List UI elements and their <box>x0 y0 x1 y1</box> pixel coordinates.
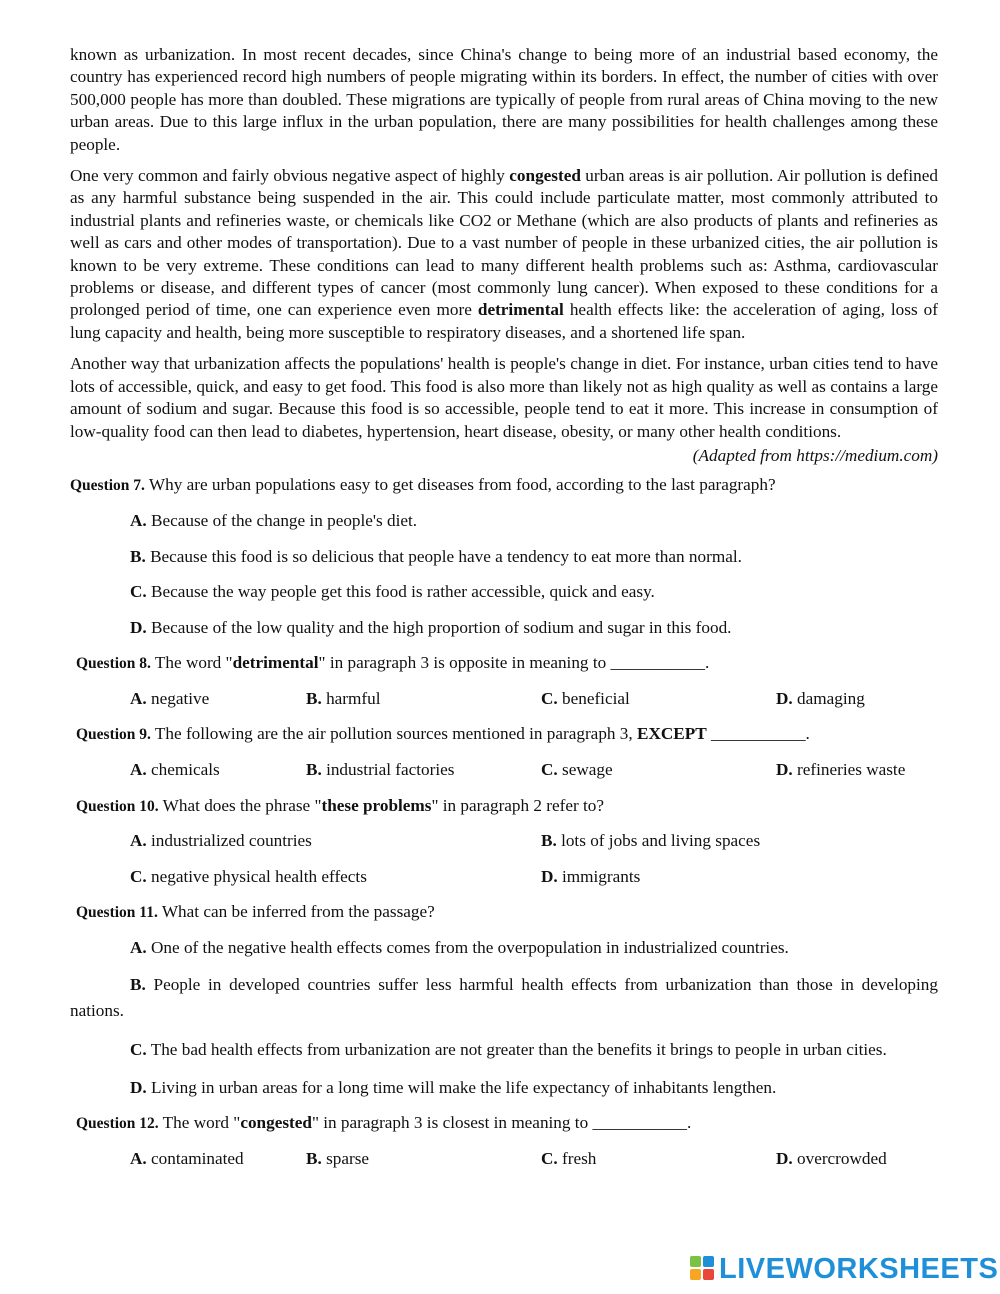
q11-option-a[interactable] <box>70 936 938 972</box>
option-letter: A. <box>130 831 147 851</box>
question-12 <box>70 1111 938 1147</box>
option-text: negative <box>146 688 210 708</box>
q7-option-d[interactable] <box>70 616 938 652</box>
option-letter: C. <box>130 866 147 886</box>
q7-option-c[interactable] <box>70 580 938 616</box>
option-text: Because of the change in people's diet. <box>146 510 418 530</box>
p2-bold-congested: congested <box>509 166 581 186</box>
q9-option-c[interactable] <box>541 758 613 782</box>
question-10 <box>70 794 938 830</box>
question-12-text-b: " in paragraph 3 is closest in meaning to ___________. <box>311 1113 692 1133</box>
question-7-text: Why are urban populations easy to get diseases from food, according to the last paragraph? <box>144 475 776 495</box>
option-letter: D. <box>776 688 793 708</box>
worksheet-page <box>70 44 938 1182</box>
option-text: immigrants <box>557 866 641 886</box>
option-letter: B. <box>541 831 557 851</box>
p2-text-b: urban areas is air pollution. Air pollution is defined as any harmful substance being suspended in the air. This could include particulate matter, most commonly attributed to industrial plants and refineries waste, or chemicals like CO2 or Methane (which are also products of plants and refineries as well as cars and other modes of transportation). Due to a vast number of people in these urbanized cities, the air pollution is known to be very extreme. These conditions can lead to many different health problems such as: Asthma, cardiovascular problems or disease, and different types of cancer (most commonly lung cancer). When exposed to these conditions for a prolonged period of time, one can experience even more <box>70 166 938 320</box>
option-text: negative physical health effects <box>146 866 367 886</box>
q9-option-d[interactable] <box>776 758 905 782</box>
option-letter: C. <box>130 582 147 602</box>
question-8 <box>70 651 938 687</box>
q11-option-d[interactable] <box>70 1076 938 1112</box>
question-9-text-a: The following are the air pollution sources mentioned in paragraph 3, <box>150 724 637 744</box>
option-letter: A. <box>130 1148 147 1168</box>
option-letter: D. <box>541 866 558 886</box>
question-9-label: Question 9. <box>76 726 151 744</box>
question-11 <box>70 900 938 936</box>
q8-option-c[interactable] <box>541 687 630 711</box>
question-9-text-b: ___________. <box>706 724 810 744</box>
q12-option-a[interactable] <box>130 1147 244 1171</box>
option-text: industrialized countries <box>146 831 312 851</box>
passage-paragraph-1: known as urbanization. In most recent decades, since China's change to being more of an industrial based economy, the country has experienced record high numbers of people migrating within its borders. In effect, the number of cities with over 500,000 people has more than doubled. These migrations are typically of people from rural areas of China moving to the new urban areas. Due to this large influx in the urban population, there are many possibilities for health challenges among these people. <box>70 45 938 154</box>
logo-square-blue <box>703 1256 714 1267</box>
q10-option-a[interactable] <box>130 829 312 853</box>
option-letter: C. <box>541 688 558 708</box>
option-text: Because of the low quality and the high proportion of sodium and sugar in this food. <box>146 617 732 637</box>
passage-paragraph-3: Another way that urbanization affects the populations' health is people's change in diet. For instance, urban cities tend to have lots of accessible, quick, and easy to get food. This food is also more than likely not as high quality as well as contains a large amount of sodium and sugar. Because this food is so accessible, people tend to eat it more. This increase in consumption of low-quality food can then lead to diabetes, hypertension, heart disease, obesity, or many other health conditions. <box>70 354 938 441</box>
option-text: Because the way people get this food is rather accessible, quick and easy. <box>146 582 655 602</box>
question-8-text-b: " in paragraph 3 is opposite in meaning to ___________. <box>318 653 710 673</box>
option-text: chemicals <box>146 760 220 780</box>
option-letter: D. <box>776 760 793 780</box>
option-text: beneficial <box>557 688 630 708</box>
option-text: People in developed countries suffer less harmful health effects from urbanization than those in developing nations. <box>70 974 938 1020</box>
logo-square-green <box>690 1256 701 1267</box>
question-12-text-a: The word " <box>158 1113 241 1133</box>
option-text: One of the negative health effects comes from the overpopulation in industrialized countries. <box>146 938 789 958</box>
q12-option-b[interactable] <box>306 1147 369 1171</box>
option-text: lots of jobs and living spaces <box>556 831 761 851</box>
q10-option-b[interactable] <box>541 829 760 853</box>
q11-option-c[interactable] <box>70 1037 938 1063</box>
question-11-text: What can be inferred from the passage? <box>157 902 435 922</box>
option-letter: D. <box>776 1148 793 1168</box>
p2-text-a: One very common and fairly obvious negative aspect of highly <box>70 166 510 186</box>
p2-bold-detrimental: detrimental <box>477 300 564 320</box>
q10-options-row-1 <box>70 829 938 865</box>
question-9 <box>70 722 938 758</box>
logo-square-red <box>703 1269 714 1280</box>
passage-paragraph-2 <box>70 165 938 344</box>
option-letter: A. <box>130 938 147 958</box>
question-8-keyword: detrimental <box>232 653 319 673</box>
option-text: Living in urban areas for a long time will make the life expectancy of inhabitants lengthen. <box>146 1077 777 1097</box>
option-letter: D. <box>130 1077 147 1097</box>
question-12-label: Question 12. <box>76 1115 159 1133</box>
option-text: industrial factories <box>321 760 455 780</box>
q11-option-b[interactable] <box>70 972 938 1024</box>
option-letter: B. <box>130 974 146 994</box>
q10-option-d[interactable] <box>541 865 640 889</box>
q7-option-a[interactable] <box>70 509 938 545</box>
q7-option-b[interactable] <box>70 545 938 581</box>
q9-option-a[interactable] <box>130 758 220 782</box>
passage-source: (Adapted from https://medium.com) <box>692 445 938 465</box>
option-letter: B. <box>306 1148 322 1168</box>
option-letter: C. <box>541 1148 558 1168</box>
q12-option-d[interactable] <box>776 1147 887 1171</box>
option-letter: B. <box>130 546 146 566</box>
option-text: overcrowded <box>792 1148 887 1168</box>
option-text: damaging <box>792 688 865 708</box>
option-text: sparse <box>321 1148 370 1168</box>
q8-option-d[interactable] <box>776 687 865 711</box>
option-letter: B. <box>306 688 322 708</box>
option-letter: C. <box>541 760 558 780</box>
liveworksheets-logo-text: LIVEWORKSHEETS <box>719 1252 999 1285</box>
question-8-text-a: The word " <box>150 653 233 673</box>
option-letter: C. <box>130 1039 147 1059</box>
logo-square-orange <box>690 1269 701 1280</box>
q8-options <box>70 687 938 723</box>
q8-option-b[interactable] <box>306 687 380 711</box>
q10-options-row-2 <box>70 865 938 901</box>
question-9-keyword: EXCEPT <box>637 724 707 744</box>
option-letter: D. <box>130 617 147 637</box>
question-11-label: Question 11. <box>76 904 158 922</box>
question-7-label: Question 7. <box>70 477 145 495</box>
liveworksheets-logo-icon <box>690 1256 716 1282</box>
option-text: refineries waste <box>792 760 906 780</box>
q9-options <box>70 758 938 794</box>
question-12-keyword: congested <box>240 1113 312 1133</box>
option-letter: A. <box>130 688 147 708</box>
question-10-keyword: these problems <box>321 795 432 815</box>
q8-option-a[interactable] <box>130 687 209 711</box>
question-8-label: Question 8. <box>76 655 151 673</box>
question-10-label: Question 10. <box>76 797 159 815</box>
option-letter: A. <box>130 760 147 780</box>
q10-option-c[interactable] <box>130 865 367 889</box>
option-text: harmful <box>321 688 381 708</box>
liveworksheets-logo[interactable] <box>690 1252 998 1286</box>
q12-option-c[interactable] <box>541 1147 596 1171</box>
option-letter: B. <box>306 760 322 780</box>
p2-text-c: health effects like: the acceleration of aging, loss of lung capacity and health, being more susceptible to respiratory diseases, and a shortened life span. <box>70 300 938 342</box>
option-text: sewage <box>557 760 613 780</box>
option-letter: A. <box>130 510 147 530</box>
q9-option-b[interactable] <box>306 758 454 782</box>
option-text: fresh <box>557 1148 597 1168</box>
question-7 <box>70 473 938 509</box>
option-text: contaminated <box>146 1148 244 1168</box>
question-10-text-a: What does the phrase " <box>158 795 322 815</box>
option-text: The bad health effects from urbanization are not greater than the benefits it brings to people in urban cities. <box>146 1039 887 1059</box>
question-10-text-b: " in paragraph 2 refer to? <box>431 795 605 815</box>
q12-options <box>70 1147 938 1183</box>
option-text: Because this food is so delicious that people have a tendency to eat more than normal. <box>145 546 742 566</box>
